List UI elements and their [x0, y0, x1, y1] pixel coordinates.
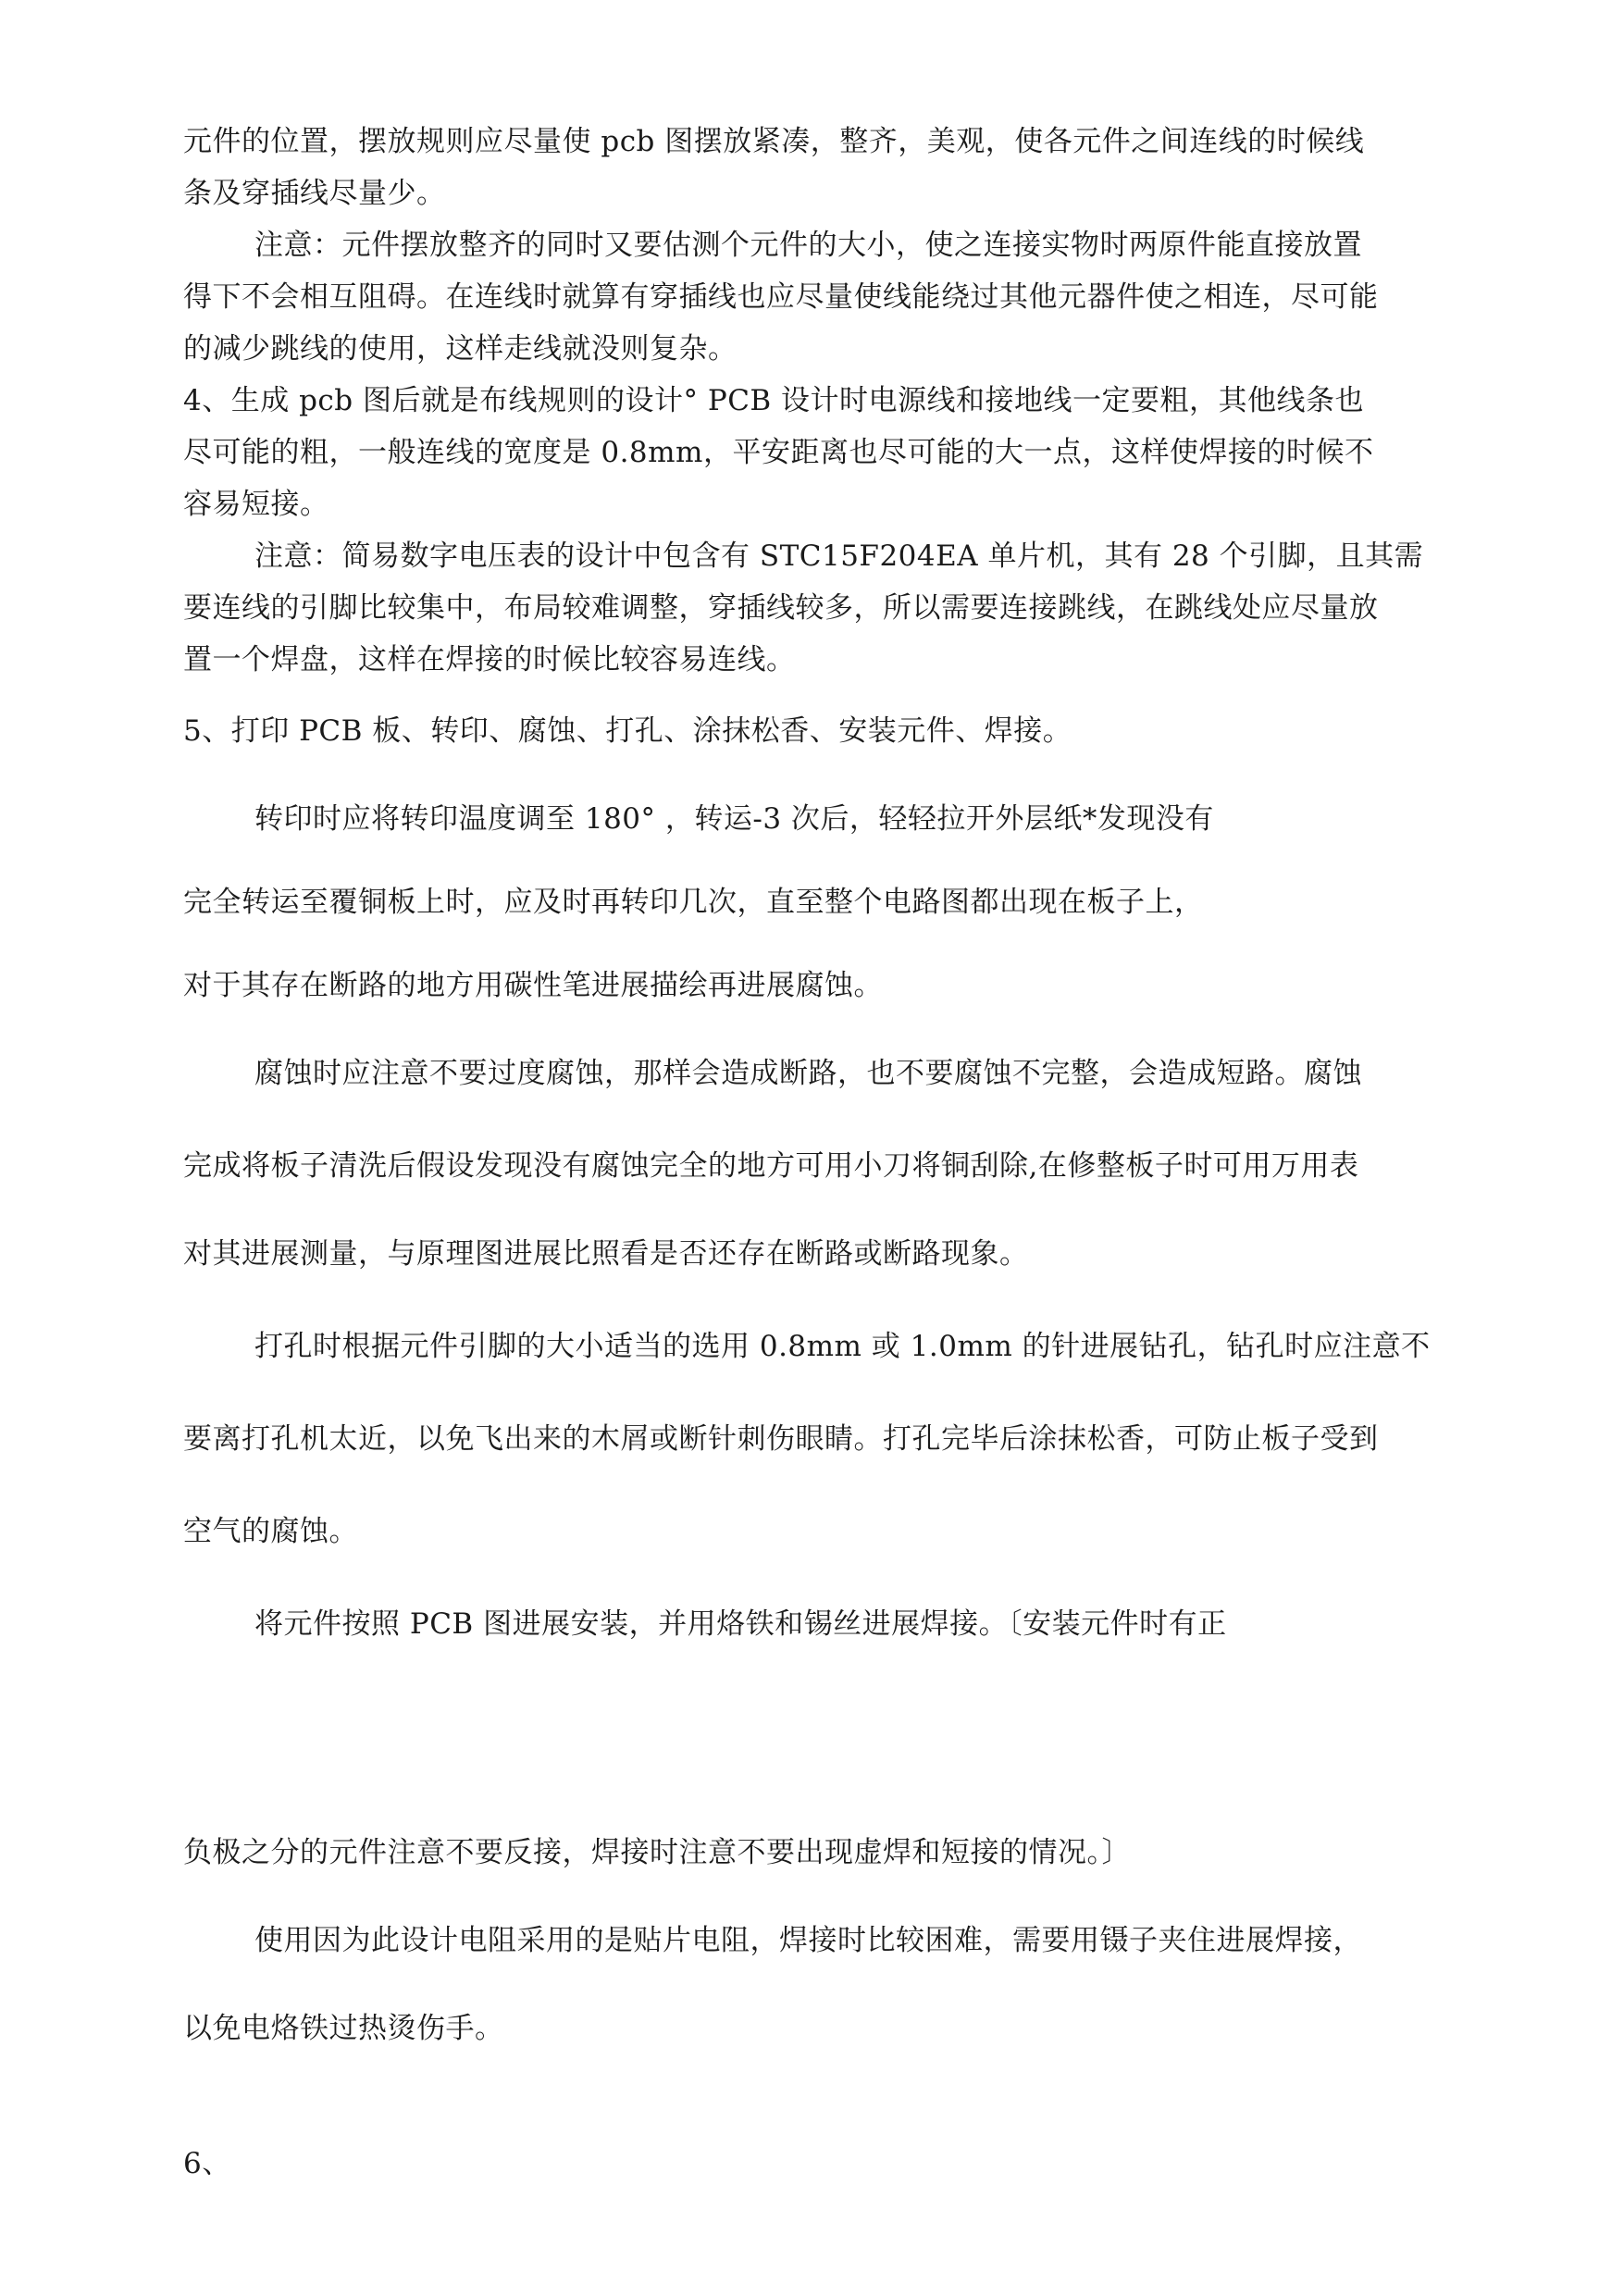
text-line: 使用因为此设计电阻采用的是贴片电阻，焊接时比较困难，需要用镊子夹住进展焊接， [254, 1924, 1362, 1957]
text-line: 置一个焊盘，这样在焊接的时候比较容易连线。 [183, 643, 796, 676]
text-line: 元件的位置，摆放规则应尽量使 pcb 图摆放紧凑，整齐，美观，使各元件之间连线的时候线 [183, 125, 1365, 158]
text-line: 要离打孔机太近，以免飞出来的木屑或断针刺伤眼睛。打孔完毕后涂抹松香，可防止板子受到 [183, 1422, 1379, 1456]
text-line: 负极之分的元件注意不要反接，焊接时注意不要出现虚焊和短接的情况。〕 [183, 1836, 1131, 1869]
text-line: 打孔时根据元件引脚的大小适当的选用 0.8mm 或 1.0mm 的针进展钻孔，钻孔时应注意不 [254, 1330, 1431, 1363]
text-line: 对其进展测量，与原理图进展比照看是否还存在断路或断路现象。 [183, 1237, 1029, 1271]
text-line: 以免电烙铁过热烫伤手。 [183, 2012, 504, 2045]
text-line: 注意：简易数字电压表的设计中包含有 STC15F204EA 单片机，其有 28 个引脚，且其需 [254, 540, 1424, 573]
text-line: 要连线的引脚比较集中，布局较难调整，穿插线较多，所以需要连接跳线，在跳线处应尽量放 [183, 591, 1379, 625]
text-line: 容易短接。 [183, 488, 329, 521]
text-line: 4、生成 pcb 图后就是布线规则的设计° PCB 设计时电源线和接地线一定要粗，其他线条也 [183, 384, 1365, 417]
text-line: 尽可能的粗，一般连线的宽度是 0.8mm，平安距离也尽可能的大一点，这样使焊接的时候不 [183, 436, 1374, 469]
text-line: 注意：元件摆放整齐的同时又要估测个元件的大小，使之连接实物时两原件能直接放置 [254, 229, 1362, 262]
section-number: 6、 [183, 2147, 231, 2180]
text-line: 对于其存在断路的地方用碳性笔进展描绘再进展腐蚀。 [183, 969, 883, 1002]
text-line: 腐蚀时应注意不要过度腐蚀，那样会造成断路，也不要腐蚀不完整，会造成短路。腐蚀 [254, 1057, 1362, 1090]
text-line: 空气的腐蚀。 [183, 1515, 358, 1548]
text-line: 完全转运至覆铜板上时，应及时再转印几次，直至整个电路图都出现在板子上， [183, 886, 1204, 919]
text-line: 将元件按照 PCB 图进展安装，并用烙铁和锡丝进展焊接。〔安装元件时有正 [254, 1607, 1227, 1641]
text-line: 转印时应将转印温度调至 180° ，转运-3 次后，轻轻拉开外层纸*发现没有 [254, 802, 1214, 836]
text-line: 的减少跳线的使用，这样走线就没则复杂。 [183, 332, 738, 366]
text-line: 得下不会相互阻碍。在连线时就算有穿插线也应尽量使线能绕过其他元器件使之相连，尽可能 [183, 280, 1379, 314]
text-line: 5、打印 PCB 板、转印、腐蚀、打孔、涂抹松香、安装元件、焊接。 [183, 714, 1072, 748]
text-line: 完成将板子清洗后假设发现没有腐蚀完全的地方可用小刀将铜刮除,在修整板子时可用万用表 [183, 1149, 1359, 1183]
text-line: 条及穿插线尽量少。 [183, 177, 446, 210]
